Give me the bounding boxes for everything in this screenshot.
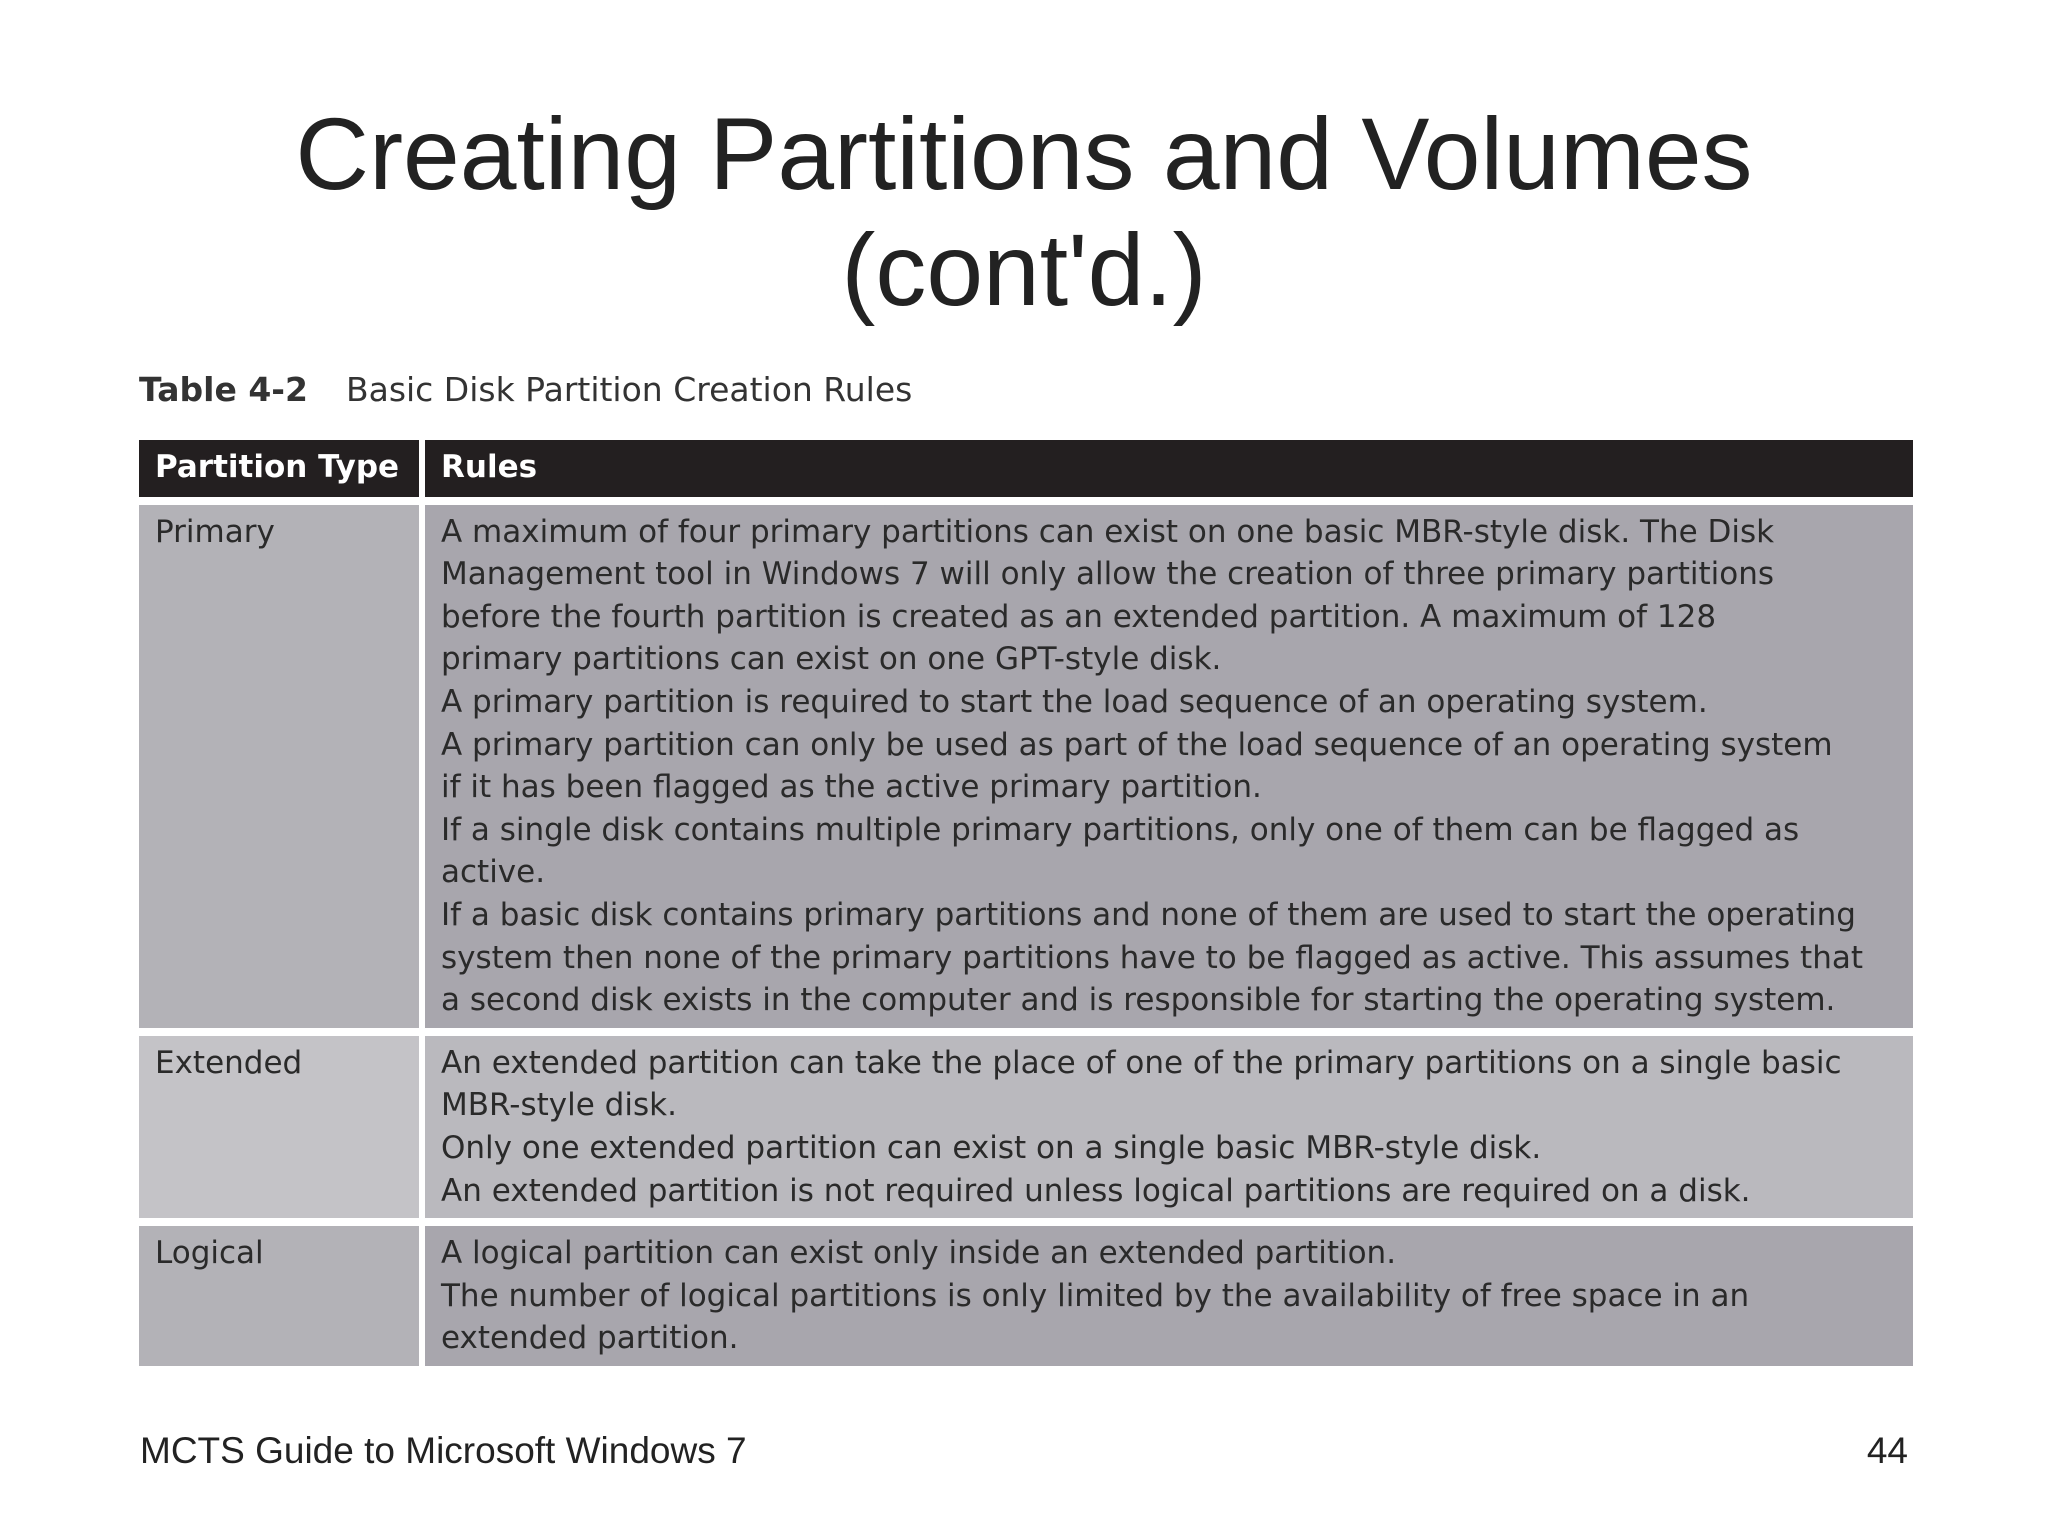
rules-cell — [425, 1226, 1913, 1366]
rule-line: A primary partition is required to start the load sequence of an operating system. — [441, 683, 1708, 720]
rule-line: active. — [441, 854, 546, 891]
spacer-cell — [139, 497, 1913, 505]
spacer-row — [139, 1028, 1913, 1036]
rule-line: if it has been flagged as the active primary partition. — [441, 769, 1262, 806]
slide-title-line-2: (cont'd.) — [841, 213, 1207, 327]
rule-line: The number of logical partitions is only limited by the availability of free space in an — [441, 1277, 1750, 1314]
rules-cell — [425, 505, 1913, 1028]
rule-line: A maximum of four primary partitions can exist on one basic MBR-style disk. The Disk — [441, 513, 1775, 550]
rule-line: An extended partition can take the place of one of the primary partitions on a single basic — [441, 1044, 1842, 1081]
rule-line: If a single disk contains multiple primary partitions, only one of them can be flagged as — [441, 811, 1800, 848]
table-caption-title: Basic Disk Partition Creation Rules — [345, 370, 913, 409]
spacer-row — [139, 1218, 1913, 1226]
table-header-row — [139, 440, 1913, 497]
partition-rules-table — [139, 440, 1913, 1366]
rule-line: A primary partition can only be used as part of the load sequence of an operating system — [441, 726, 1833, 763]
rule-line: Only one extended partition can exist on a single basic MBR-style disk. — [441, 1129, 1542, 1166]
partition-type-cell: Logical — [139, 1226, 425, 1366]
rule-line: Management tool in Windows 7 will only allow the creation of three primary partitions — [441, 556, 1775, 593]
slide-title-line-1: Creating Partitions and Volumes — [295, 97, 1753, 211]
partition-type-cell: Extended — [139, 1036, 425, 1218]
partition-type-cell: Primary — [139, 505, 425, 1028]
slide-title — [0, 96, 2048, 328]
rule-line: primary partitions can exist on one GPT-style disk. — [441, 641, 1222, 678]
table-row-primary — [139, 505, 1913, 1028]
rule-line: a second disk exists in the computer and is responsible for starting the operating system. — [441, 982, 1836, 1019]
rule-line: If a basic disk contains primary partitions and none of them are used to start the operating — [441, 896, 1856, 933]
rule-line: system then none of the primary partitions have to be flagged as active. This assumes that — [441, 939, 1863, 976]
rules-cell — [425, 1036, 1913, 1218]
rule-line: An extended partition is not required unless logical partitions are required on a disk. — [441, 1172, 1751, 1209]
spacer-cell — [139, 1218, 1913, 1226]
header-partition-type: Partition Type — [139, 440, 425, 497]
spacer-cell — [139, 1028, 1913, 1036]
rule-line: extended partition. — [441, 1320, 739, 1357]
rule-line: before the fourth partition is created as an extended partition. A maximum of 128 — [441, 598, 1717, 635]
spacer-row — [139, 497, 1913, 505]
header-rules: Rules — [425, 440, 1913, 497]
rule-line: MBR-style disk. — [441, 1087, 677, 1124]
rule-line: A logical partition can exist only inside an extended partition. — [441, 1235, 1397, 1272]
footer-text: MCTS Guide to Microsoft Windows 7 — [140, 1430, 747, 1471]
table-caption — [139, 370, 912, 409]
table-row-logical — [139, 1226, 1913, 1366]
table-row-extended — [139, 1036, 1913, 1218]
table-caption-number: Table 4-2 — [139, 370, 308, 409]
page-number: 44 — [1866, 1430, 1908, 1471]
